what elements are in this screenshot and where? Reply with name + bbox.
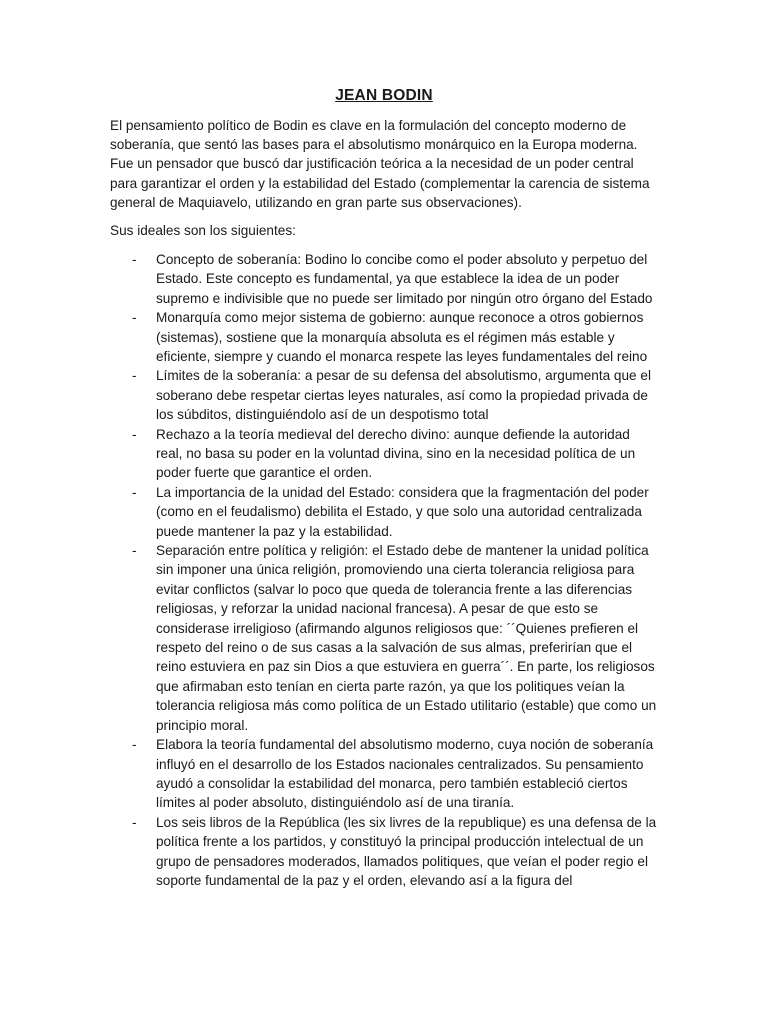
bullet-marker: - bbox=[132, 310, 137, 326]
list-item bbox=[110, 483, 658, 541]
list-item-text: Elabora la teoría fundamental del absolutismo moderno, cuya noción de soberanía influyó en el desarrollo de los Estados nacionales centralizados. Su pensamiento ayudó a consolidar la estabilidad del monarca, pero también estableció ciertos límites al poder absoluto, distinguiéndolo así de una tiranía. bbox=[156, 737, 654, 811]
page-title: JEAN BODIN bbox=[335, 87, 433, 104]
intro-paragraph: El pensamiento político de Bodin es clave en la formulación del concepto moderno de soberanía, que sentó las bases para el absolutismo monárquico en la Europa moderna. Fue un pensador que buscó dar justificación teórica a la necesidad de un poder central para garantizar el orden y la estabilidad del Estado (complementar la carencia de sistema general de Maquiavelo, utilizando en gran parte sus observaciones). bbox=[110, 117, 650, 211]
bullet-marker: - bbox=[132, 426, 137, 442]
list-item bbox=[110, 425, 658, 483]
bullet-marker: - bbox=[132, 737, 137, 753]
bullet-marker: - bbox=[132, 814, 137, 830]
bullet-marker: - bbox=[132, 368, 137, 384]
list-item-text: Separación entre política y religión: el Estado debe de mantener la unidad política sin imponer una única religión, promoviendo una cierta tolerancia religiosa para evitar conflictos (salvar lo poco que queda de tolerancia frente a las diferencias religiosas, y reforzar la unidad nacional francesa). A pesar de que esto se considerase irreligioso (afirmando algunos religiosos que: ´´Quienes prefieren el respeto del reino o de sus casas a la salvación de sus almas, preferirían que el reino estuviera en paz sin Dios a que estuviera en guerra´´. En parte, los religiosos que afirmaban esto tenían en cierta parte razón, ya que los politiques veían la tolerancia religiosa más como política de un Estado utilitario (estable) que como un principio moral. bbox=[156, 543, 657, 733]
list-item-text: Concepto de soberanía: Bodino lo concibe como el poder absoluto y perpetuo del Estado. Este concepto es fundamental, ya que establece la idea de un poder supremo e indivisible que no puede ser limitado por ningún otro órgano del Estado bbox=[156, 251, 653, 306]
list-item bbox=[110, 813, 658, 891]
ideas-list bbox=[110, 250, 658, 890]
list-item-text: Los seis libros de la República (les six livres de la republique) es una defensa de la política frente a los partidos, y constituyó la principal producción intelectual de un grupo de pensadores moderados, llamados politiques, que veían el poder regio el soporte fundamental de la paz y el orden, elevando así a la figura del bbox=[156, 814, 657, 888]
list-item-text: Rechazo a la teoría medieval del derecho divino: aunque defiende la autoridad real, no basa su poder en la voluntad divina, sino en la necesidad política de un poder fuerte que garantice el orden. bbox=[156, 426, 636, 481]
bullet-marker: - bbox=[132, 543, 137, 559]
list-item-text: Monarquía como mejor sistema de gobierno: aunque reconoce a otros gobiernos (sistemas), sostiene que la monarquía absoluta es el régimen más estable y eficiente, siempre y cuando el monarca respete las leyes fundamentales del reino bbox=[156, 310, 648, 364]
list-item bbox=[110, 735, 658, 813]
list-item-text: Límites de la soberanía: a pesar de su defensa del absolutismo, argumenta que el soberano debe respetar ciertas leyes naturales, así como la propiedad privada de los súbditos, distinguiéndolo así de un despotismo total bbox=[156, 368, 651, 423]
list-item bbox=[110, 308, 658, 366]
list-item bbox=[110, 541, 658, 735]
list-item bbox=[110, 366, 658, 424]
list-item-text: La importancia de la unidad del Estado: considera que la fragmentación del poder (como en el feudalismo) debilita el Estado, y que solo una autoridad centralizada puede mantener la paz y la estabilidad. bbox=[156, 484, 649, 539]
list-intro: Sus ideales son los siguientes: bbox=[110, 222, 296, 238]
bullet-marker: - bbox=[132, 251, 137, 267]
list-item bbox=[110, 250, 658, 308]
bullet-marker: - bbox=[132, 484, 137, 500]
